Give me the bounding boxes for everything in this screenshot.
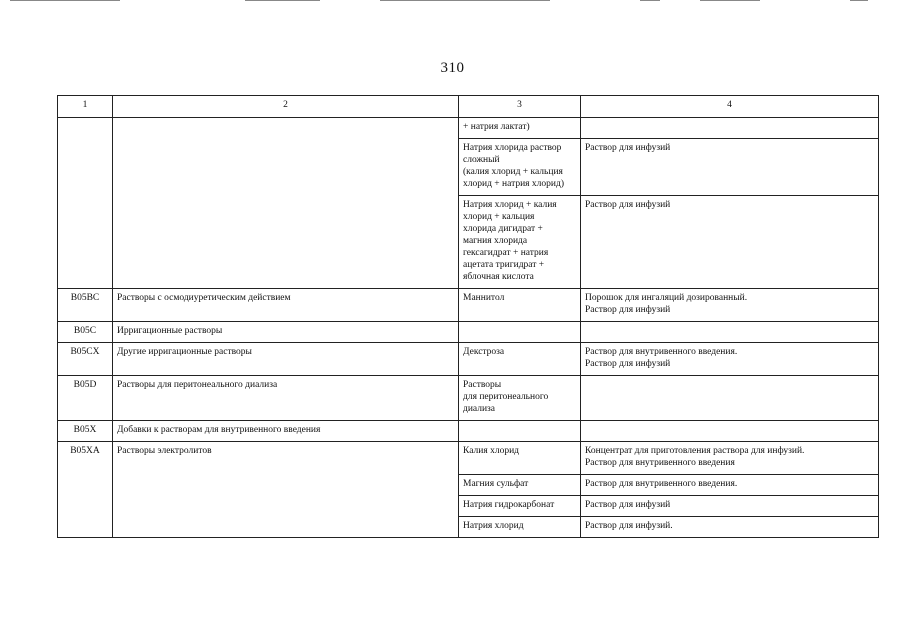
cell-line: магния хлорида xyxy=(463,236,528,246)
form-cell xyxy=(581,517,879,538)
substance-cell xyxy=(459,421,581,442)
atc-code-cell: B05CX xyxy=(58,343,113,376)
table-row xyxy=(58,343,879,376)
table-row xyxy=(58,289,879,322)
cell-line: Натрия хлорида раствор xyxy=(463,143,562,153)
table-row xyxy=(58,442,879,475)
form-cell xyxy=(581,421,879,442)
header-col-3: 3 xyxy=(459,96,581,118)
form-cell xyxy=(581,442,879,475)
cell-line: Маннитол xyxy=(463,293,505,303)
form-cell xyxy=(581,343,879,376)
cell-line: для перитонеального xyxy=(463,392,549,402)
substance-cell xyxy=(459,517,581,538)
cell-line: Калия хлорид xyxy=(463,446,519,456)
scan-edge-line xyxy=(700,0,760,1)
atc-code-cell xyxy=(58,118,113,289)
group-name-cell: Ирригационные растворы xyxy=(113,322,459,343)
cell-line: Натрия хлорид + калия xyxy=(463,200,557,210)
scan-edge-line xyxy=(380,0,550,1)
substance-cell xyxy=(459,196,581,289)
form-cell xyxy=(581,475,879,496)
substance-cell xyxy=(459,289,581,322)
atc-code-cell: B05BC xyxy=(58,289,113,322)
cell-line: яблочная кислота xyxy=(463,272,534,282)
cell-line: Раствор для внутривенного введения xyxy=(585,458,735,468)
substance-cell xyxy=(459,118,581,139)
substance-cell xyxy=(459,343,581,376)
atc-code-cell: B05D xyxy=(58,376,113,421)
form-cell xyxy=(581,289,879,322)
scan-edge-line xyxy=(640,0,660,1)
cell-line: Раствор для инфузий xyxy=(585,500,671,510)
cell-line: Раствор для инфузий xyxy=(585,200,671,210)
substance-cell xyxy=(459,442,581,475)
atc-code-cell: B05XA xyxy=(58,442,113,538)
group-name-cell: Растворы с осмодиуретическим действием xyxy=(113,289,459,322)
group-name-cell: Другие ирригационные растворы xyxy=(113,343,459,376)
form-cell xyxy=(581,139,879,196)
cell-line: Декстроза xyxy=(463,347,505,357)
form-cell xyxy=(581,376,879,421)
table-row xyxy=(58,118,879,139)
table-row xyxy=(58,322,879,343)
substance-cell xyxy=(459,376,581,421)
drug-table xyxy=(57,95,879,538)
cell-line: Натрия хлорид xyxy=(463,521,524,531)
scan-edge-line xyxy=(850,0,868,1)
group-name-cell xyxy=(113,118,459,289)
cell-line: Магния сульфат xyxy=(463,479,529,489)
header-col-2: 2 xyxy=(113,96,459,118)
cell-line: хлорид + кальция xyxy=(463,212,535,222)
substance-cell xyxy=(459,496,581,517)
cell-line: Натрия гидрокарбонат xyxy=(463,500,555,510)
scan-edge-line xyxy=(10,0,120,1)
table-row xyxy=(58,421,879,442)
cell-line: Растворы xyxy=(463,380,502,390)
cell-line: сложный xyxy=(463,155,500,165)
atc-code-cell: B05C xyxy=(58,322,113,343)
form-cell xyxy=(581,118,879,139)
substance-cell xyxy=(459,322,581,343)
cell-line: Концентрат для приготовления раствора для инфузий. xyxy=(585,446,805,456)
scan-edge-line xyxy=(245,0,320,1)
cell-line: ацетата тригидрат + xyxy=(463,260,545,270)
cell-line: хлорид + натрия хлорид) xyxy=(463,179,564,189)
cell-line: Раствор для инфузий. xyxy=(585,521,673,531)
header-col-1: 1 xyxy=(58,96,113,118)
group-name-cell: Растворы электролитов xyxy=(113,442,459,538)
cell-line: диализа xyxy=(463,404,496,414)
cell-line: Раствор для внутривенного введения. xyxy=(585,479,738,489)
cell-line: Раствор для инфузий xyxy=(585,143,671,153)
table-header-row xyxy=(58,96,879,118)
cell-line: (калия хлорид + кальция xyxy=(463,167,563,177)
cell-line: гексагидрат + натрия xyxy=(463,248,549,258)
table-row xyxy=(58,376,879,421)
cell-line: Раствор для инфузий xyxy=(585,359,671,369)
cell-line: + натрия лактат) xyxy=(463,122,530,132)
atc-code-cell: B05X xyxy=(58,421,113,442)
header-col-4: 4 xyxy=(581,96,879,118)
cell-line: хлорида дигидрат + xyxy=(463,224,543,234)
form-cell xyxy=(581,196,879,289)
cell-line: Порошок для ингаляций дозированный. xyxy=(585,293,748,303)
cell-line: Раствор для внутривенного введения. xyxy=(585,347,738,357)
page-number: 310 xyxy=(440,60,465,76)
group-name-cell: Растворы для перитонеального диализа xyxy=(113,376,459,421)
substance-cell xyxy=(459,139,581,196)
group-name-cell: Добавки к растворам для внутривенного введения xyxy=(113,421,459,442)
form-cell xyxy=(581,322,879,343)
substance-cell xyxy=(459,475,581,496)
cell-line: Раствор для инфузий xyxy=(585,305,671,315)
form-cell xyxy=(581,496,879,517)
